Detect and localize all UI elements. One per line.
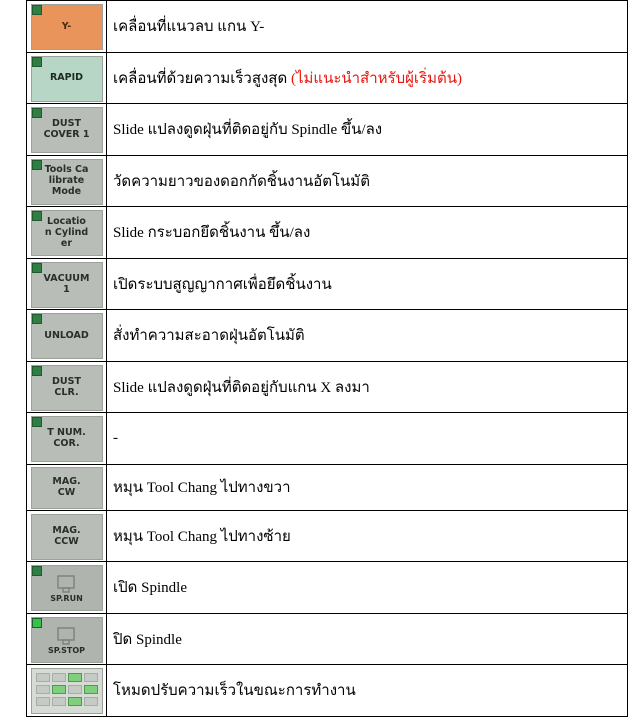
table-row <box>27 464 628 510</box>
spindle-stop-button-icon: SP.STOP <box>31 617 103 663</box>
vacuum-button-icon: VACUUM 1 <box>31 262 103 308</box>
spindle-icon <box>55 573 77 593</box>
icon-cell <box>27 464 107 510</box>
icon-cell <box>27 258 107 310</box>
description-cell: โหมดปรับความเร็วในขณะการทำงาน <box>107 665 628 717</box>
description-cell: เปิดระบบสูญญากาศเพื่อยึดชิ้นงาน <box>107 258 628 310</box>
dust-clr-button-icon: DUST CLR. <box>31 365 103 411</box>
table-row <box>27 207 628 259</box>
table-row <box>27 1 628 53</box>
rapid-button-icon: RAPID <box>31 56 103 102</box>
icon-cell <box>27 207 107 259</box>
spindle-run-button-icon: SP.RUN <box>31 565 103 611</box>
description-cell: เคลื่อนที่ด้วยความเร็วสูงสุด (ไม่แนะนำสำหรับผู้เริ่มต้น) <box>107 52 628 104</box>
table-row <box>27 52 628 104</box>
icon-cell <box>27 310 107 362</box>
table-row <box>27 510 628 562</box>
description-cell: Slide แปลงดูดฝุ่นที่ติดอยู่กับแกน X ลงมา <box>107 361 628 413</box>
icon-cell <box>27 510 107 562</box>
icon-cell <box>27 562 107 614</box>
table-row <box>27 361 628 413</box>
icon-cell <box>27 665 107 717</box>
icon-cell <box>27 613 107 665</box>
table-row <box>27 310 628 362</box>
mag-cw-button-icon: MAG. CW <box>31 467 103 509</box>
table-row <box>27 562 628 614</box>
dust-cover-button-icon: DUST COVER 1 <box>31 107 103 153</box>
unload-button-icon: UNLOAD <box>31 313 103 359</box>
speed-adjust-panel-icon <box>31 668 103 714</box>
table-row <box>27 155 628 207</box>
tools-calibrate-mode-button-icon: Tools Ca librate Mode <box>31 159 103 205</box>
spindle-icon <box>55 625 77 645</box>
description-cell: เคลื่อนที่แนวลบ แกน Y- <box>107 1 628 53</box>
mag-ccw-button-icon: MAG. CCW <box>31 514 103 560</box>
icon-cell <box>27 1 107 53</box>
table-row <box>27 413 628 465</box>
description-cell: Slide แปลงดูดฝุ่นที่ติดอยู่กับ Spindle ขึ้น/ลง <box>107 104 628 156</box>
icon-cell <box>27 155 107 207</box>
table-row <box>27 613 628 665</box>
icon-cell <box>27 104 107 156</box>
description-cell: Slide กระบอกยึดชิ้นงาน ขึ้น/ลง <box>107 207 628 259</box>
description-cell: หมุน Tool Chang ไปทางซ้าย <box>107 510 628 562</box>
beginner-warning: (ไม่แนะนำสำหรับผู้เริ่มต้น) <box>290 70 462 87</box>
table-row <box>27 104 628 156</box>
description-cell: หมุน Tool Chang ไปทางขวา <box>107 464 628 510</box>
description-cell: สั่งทำความสะอาดฝุ่นอัตโนมัติ <box>107 310 628 362</box>
icon-cell <box>27 361 107 413</box>
description-cell: ปิด Spindle <box>107 613 628 665</box>
description-cell: เปิด Spindle <box>107 562 628 614</box>
t-num-cor-button-icon: T NUM. COR. <box>31 416 103 462</box>
table-row <box>27 258 628 310</box>
table-row <box>27 665 628 717</box>
icon-cell <box>27 52 107 104</box>
button-reference-table <box>26 0 628 717</box>
description-cell: วัดความยาวของดอกกัดชิ้นงานอัตโนมัติ <box>107 155 628 207</box>
y-minus-button-icon: Y- <box>31 4 103 50</box>
icon-cell <box>27 413 107 465</box>
description-cell: - <box>107 413 628 465</box>
location-cylinder-button-icon: Locatio n Cylind er <box>31 210 103 256</box>
